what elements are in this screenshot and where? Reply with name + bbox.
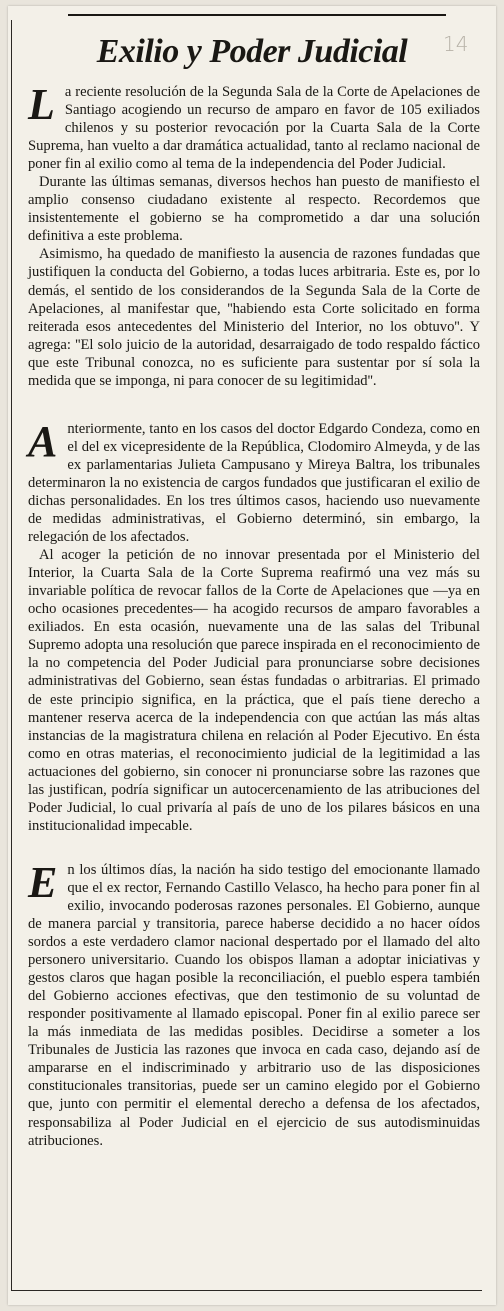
paragraph: Asimismo, ha quedado de manifiesto la ausencia de razones fundadas que justifiquen la conducta del Gobierno, a todas luces arbitraria. Este es, por lo demás, el sentido de los considerandos de la Segunda Sala de la Corte de Apelaciones, al manifestar que, ''habiendo esta Corte solicitado en forma reiterada esos antecedentes del Ministerio del Interior, no los obtuvo''. Y agrega: ''El solo juicio de la autoridad, desarraigado de todo respaldo fáctico que este Tribunal conozca, no es suficiente para sustentar por sí sola la medida que se imponga, ni para conocer de su legitimidad''. xyxy=(28,246,480,389)
handwritten-margin-mark: 14 xyxy=(443,32,469,56)
article-title: Exilio y Poder Judicial xyxy=(96,33,408,70)
section-2 xyxy=(28,416,480,835)
paragraph: a reciente resolución de la Segunda Sala de la Corte de Apelaciones de Santiago acogiendo un recurso de amparo en favor de 105 exiliados chilenos y su posterior revocación por la Cuarta Sala de la Corte Suprema, han vuelto a dar dramática actualidad, tanto al reclamo nacional de poner fin al exilio como al tema de la independencia del Poder Judicial. xyxy=(28,84,480,173)
top-rule xyxy=(68,14,446,16)
drop-cap: L xyxy=(28,80,55,129)
left-rule xyxy=(11,20,12,1290)
paragraph: nteriormente, tanto en los casos del doctor Edgardo Condeza, como en el del ex vicepresidente de la República, Clodomiro Almeyda, y de las ex parlamentarias Julieta Campusano y Mireya Baltra, los tribunales determinaron la no existencia de cargos fundados que justificaran el exilio de dichas personalidades. En los tres últimos casos, haciendo uso nuevamente de medidas administrativas, el Gobierno determinó, sin embargo, la relegación de los afectados. xyxy=(28,420,480,546)
article-body xyxy=(28,80,480,1150)
paragraph: Durante las últimas semanas, diversos hechos han puesto de manifiesto el amplio consenso ciudadano existente al respecto. Recordemos que insistentemente el gobierno se ha comprometido a dar una solución definitiva a este problema. xyxy=(28,174,480,245)
section-3 xyxy=(28,857,480,1150)
section-1 xyxy=(28,80,480,390)
drop-cap: E xyxy=(28,857,58,907)
drop-cap: A xyxy=(28,416,58,466)
bottom-rule xyxy=(11,1290,482,1291)
paragraph: Al acoger la petición de no innovar presentada por el Ministerio del Interior, la Cuarta Sala de la Corte Suprema reafirmó una vez más su invariable política de revocar fallos de la Corte de Apelaciones que —ya en ocho ocasiones precedentes— ha acogido recursos de amparo favorables a exiliados. En esta ocasión, nuevamente una de las salas del Tribunal Supremo adopta una resolución que parece inspirada en el reconocimiento de la no competencia del Poder Judicial para pronunciarse sobre decisiones administrativas del Gobierno, sean éstas fundadas o arbitrarias. El primado de este principio significa, en la práctica, que el país tiene derecho a mantener reserva acerca de la independencia con que actúan las más altas instancias de la magistratura chilena en relación al Poder Ejecutivo. En ésta como en otras materias, el reconocimiento judicial de la legitimidad a las actuaciones del gobierno, sin conocer ni pronunciarse sobre las razones que las justifican, podría significar un autocercenamiento de las atribuciones del Poder Judicial, lo cual privaría al país de uno de los pilares básicos en una institucionalidad impecable. xyxy=(28,547,480,834)
paragraph: n los últimos días, la nación ha sido testigo del emocionante llamado que el ex rector, Fernando Castillo Velasco, ha hecho para poner fin al exilio, invocando poderosas razones personales. El Gobierno, aunque de manera parcial y transitoria, parece haberse decidido a no hacer oídos sordos a este verdadero clamor nacional despertado por el llamado del alto personero universitario. Cuando los obispos llaman a adoptar iniciativas y gestos claros que hagan posible la reconciliación, el pueblo espera también del Gobierno acciones efectivas, que den testimonio de su voluntad de responder positivamente al llamado episcopal. Poner fin al exilio parece ser la más inmediata de las medidas posibles. Decidirse a someter a los Tribunales de Justicia las razones que invoca en cada caso, dejando así de ampararse en el indiscriminado y arbitrario uso de las disposiciones constitucionales transitorias, puede ser un camino elegido por el Gobierno que, junto con permitir el elemental derecho a defensa de los afectados, responsabiliza al Poder Judicial en el ejercicio de sus autodisminuidas atribuciones. xyxy=(28,861,480,1149)
